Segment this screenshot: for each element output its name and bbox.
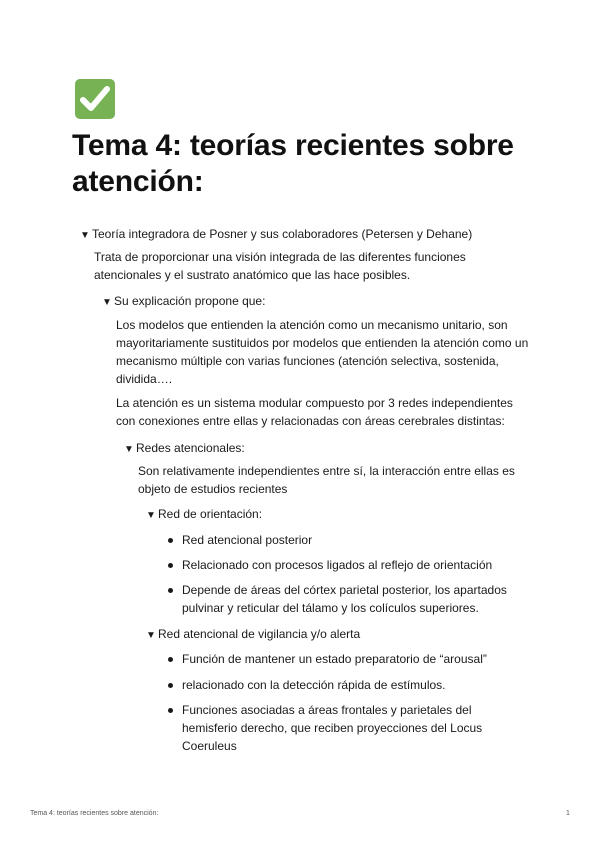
bullet-dot (168, 708, 173, 713)
list-item: Depende de áreas del córtex parietal posterior, los apartados pulvinar y reticular del tálamo y los colículos superiores. (182, 581, 522, 617)
check-mark-button-icon (74, 78, 116, 120)
triangle-down-icon: ▼ (102, 297, 112, 308)
toggle-red-orientacion[interactable] (146, 506, 262, 524)
page-title: Tema 4: teorías recientes sobre atención: (72, 129, 514, 198)
bullet-dot (168, 657, 173, 662)
toggle-posner-theory[interactable] (80, 226, 472, 244)
toggle-label: Redes atencionales: (136, 441, 245, 455)
toggle-label: Red de orientación: (158, 507, 263, 521)
toggle-label: Red atencional de vigilancia y/o alerta (158, 627, 361, 641)
bullet-dot (168, 683, 173, 688)
triangle-down-icon: ▼ (146, 630, 156, 641)
list-item: relacionado con la detección rápida de estímulos. (182, 676, 522, 694)
toggle-label: Teoría integradora de Posner y sus colaboradores (Petersen y Dehane) (92, 227, 473, 241)
footer-title: Tema 4: teorías recientes sobre atención: (30, 810, 159, 817)
page-number: 1 (566, 810, 570, 817)
paragraph: Los modelos que entienden la atención como un mecanismo unitario, son mayoritariamente sustituidos por modelos que entienden la atención como un mecanismo múltiple con varias funciones (atención selectiva, sostenida, dividida…. (116, 318, 529, 386)
toggle-redes-atencionales[interactable] (124, 440, 245, 458)
list-item: Función de mantener un estado preparatorio de “arousal” (182, 650, 522, 668)
list-item: Funciones asociadas a áreas frontales y parietales del hemisferio derecho, que reciben proyecciones del Locus Coeruleus (182, 701, 522, 755)
paragraph: Son relativamente independientes entre sí, la interacción entre ellas es objeto de estudios recientes (138, 464, 515, 496)
toggle-label: Su explicación propone que: (114, 294, 266, 308)
triangle-down-icon: ▼ (80, 230, 90, 241)
list-item: Red atencional posterior (182, 531, 522, 549)
triangle-down-icon: ▼ (124, 444, 134, 455)
triangle-down-icon: ▼ (146, 510, 156, 521)
toggle-red-vigilancia[interactable] (146, 626, 360, 644)
bullet-dot (168, 588, 173, 593)
toggle-explicacion[interactable] (102, 293, 265, 311)
bullet-dot (168, 538, 173, 543)
bullet-dot (168, 563, 173, 568)
paragraph: La atención es un sistema modular compuesto por 3 redes independientes con conexiones entre ellas y relacionadas con áreas cerebrales distintas: (116, 396, 513, 428)
paragraph: Trata de proporcionar una visión integrada de las diferentes funciones atencionales y el sustrato anatómico que las hace posibles. (94, 250, 466, 282)
list-item: Relacionado con procesos ligados al reflejo de orientación (182, 556, 522, 574)
